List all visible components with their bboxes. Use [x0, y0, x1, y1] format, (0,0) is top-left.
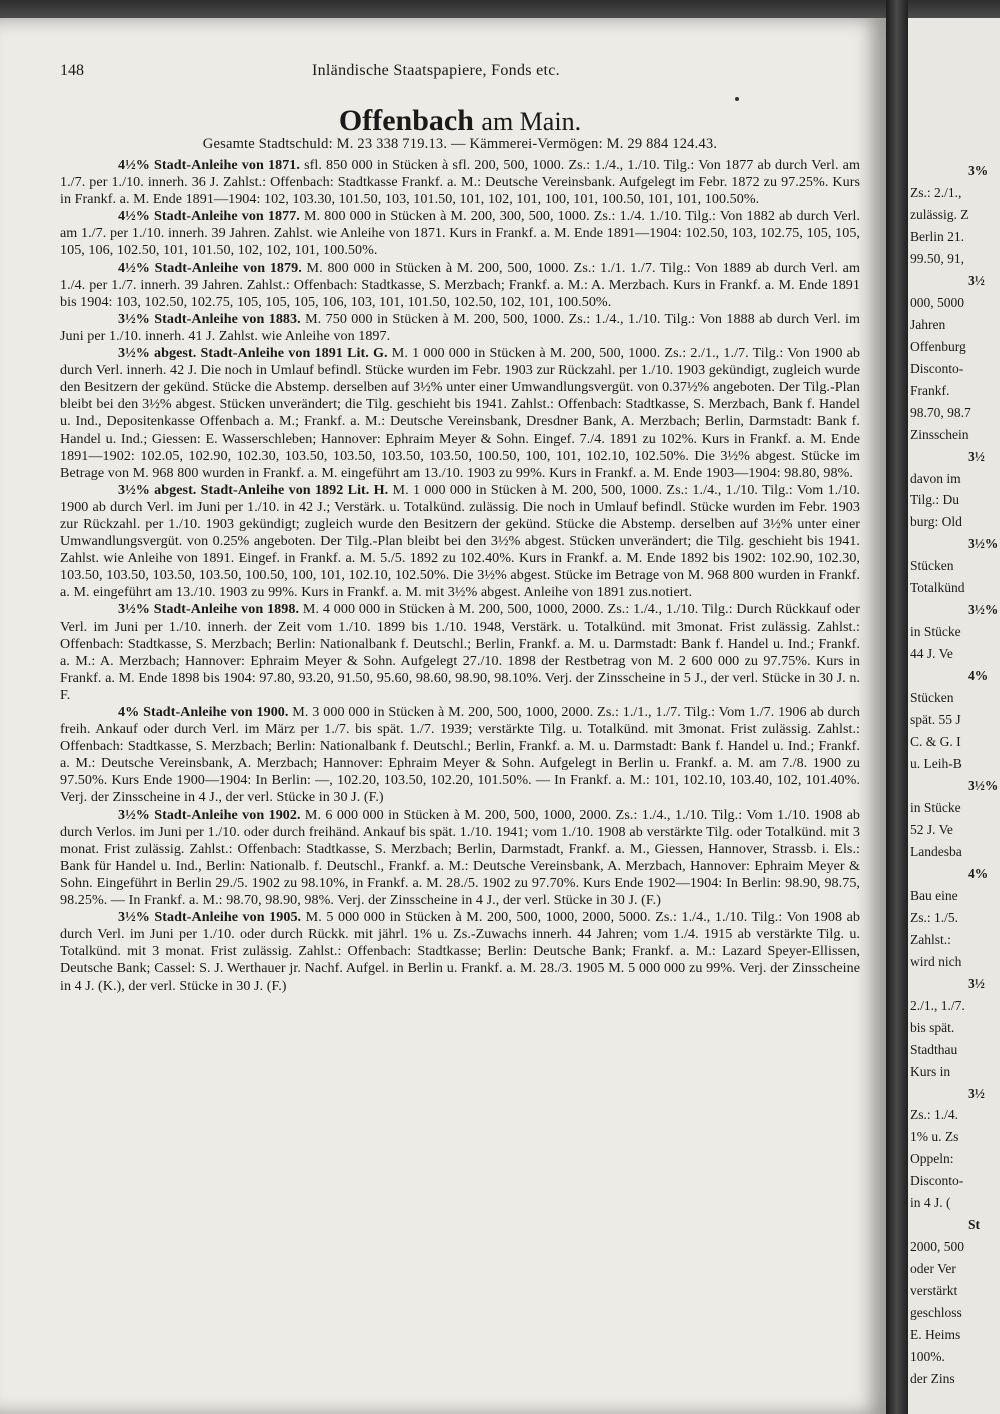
facing-page-line: Disconto- — [910, 1173, 964, 1189]
facing-page-line: oder Ver — [910, 1261, 956, 1277]
facing-page-fragment — [908, 18, 1000, 1414]
facing-page-line: Bau eine — [910, 887, 958, 903]
facing-page-line: 100%. — [910, 1349, 945, 1365]
city-name: Offenbach — [338, 104, 474, 137]
loan-entry — [60, 345, 860, 482]
facing-page-line: spät. 55 J — [910, 712, 961, 728]
loan-heading: 3½% Stadt-Anleihe von 1902. — [118, 806, 301, 823]
loan-details: M. 750 000 in Stücken à M. 200, 500, 1000. Zs.: 1./4., 1./10. Tilg.: Von 1888 ab durch Verl. im Juni per 1./10. innerh. 41 J. Zahlst. wie Anleihe von 1897. — [60, 310, 860, 344]
loan-details: M. 3 000 000 in Stücken à M. 200, 500, 1000, 2000. Zs.: 1./1., 1./7. Tilg.: Vom 1./7. 1906 ab durch freih. Ankauf oder durch Verl. im März per 1./7. bis spät. 1./7. 1939; verstärkte Tilg. u. Totalkünd. mit 3monat. Frist zulässig. Zahlst.: Offenbach: Stadtkasse, S. Merzbach; Berlin: Nationalbank f. Deutschl.; Berlin, Frankf. a. M. u. Darmstadt: Bank f. Handel u. Ind.; Frankf. a. M.: Deutsche Vereinsbank, A. Merzbach; Hannover: Ephraim Meyer & Sohn. Aufgelegt in Berlin u. Frankf. a. M. am 7./8. 1900 zu 97.50%. Kurs Ende 1900—1904: In Berlin: —, 102.20, 103.50, 102.20, 101.50%. — In Frankf. a. M.: 101, 102.10, 103.40, 102, 101.40%. Verj. der Zinsscheine in 4 J., der verl. Stücke in 30 J. (F.) — [60, 704, 861, 806]
facing-page-line: 2000, 500 — [910, 1239, 964, 1255]
facing-page-line: Disconto- — [910, 360, 964, 376]
loan-heading: 4½% Stadt-Anleihe von 1871. — [118, 157, 300, 173]
city-suffix: am Main. — [481, 107, 582, 136]
facing-page-line: Offenburg — [910, 338, 966, 354]
loan-heading: 4½% Stadt-Anleihe von 1877. — [118, 208, 300, 225]
facing-page-line: 44 J. Ve — [910, 646, 953, 662]
facing-page-line: in 4 J. ( — [910, 1195, 951, 1211]
facing-page-line: Zs.: 2./1., — [910, 184, 962, 200]
facing-page-line: 4% — [968, 668, 989, 684]
loan-details: M. 1 000 000 in Stücken à M. 200, 500, 1000. Zs.: 1./4., 1./10. Tilg.: Vom 1./10. 1900 ab durch Verl. im Juni per 1./10. in 42 J.; Verstärk. u. Totalkünd. zulässig. Die noch in Umlauf befindl. Stücke wurden im Febr. 1903 zur Rückzahl. per 1./10. 1903 gekündigt; zugleich wurde den Besitzern der gekünd. Stücke die Abstemp. derselben auf 3½% unter einer Umwandlungsvergüt. von 0.25% angeboten. Der Tilg.-Plan bleibt bei den 3½% abgest. Stücken unverändert; die Tilg. geschieht bis 1941. Zahlst. wie Anleihe von 1891. Eingef. in Frankf. a. M. 5./5. 1892 zu 102.40%. Kurs in Frankf. a. M. Ende 1892 bis 1902: 102.90, 102.30, 103.50, 103.50, 103.50, 103.50, 100.50, 100, 101, 102.10, 102.50%. Die 3½% abgest. Stücke im Betrage von M. 968 800 wurden in Frankf. a. M. eingeführt am 13./10. 1903 zu 99%. Kurs in Frankf. a. M. mit 3½% abgest. Anleihe von 1891 zus.notiert. — [60, 481, 860, 601]
facing-page-line: verstärkt — [910, 1283, 958, 1299]
facing-page-line: E. Heims — [910, 1327, 961, 1343]
loan-entry — [60, 208, 860, 259]
facing-page-line: Frankf. — [910, 382, 950, 398]
loan-details: M. 4 000 000 in Stücken à M. 200, 500, 1000, 2000. Zs.: 1./4., 1./10. Tilg.: Durch Rückkauf oder Verl. im Juni per 1./10. innerh. der Zeit vom 1./10. 1899 bis 1./10. 1948, Verstärk. u. Totalkünd. mit 3monat. Frist zulässig. Zahlst.: Offenbach: Stadtkasse, S. Merzbach; Berlin: Nationalbank f. Deutschl.; Berlin, Frankf. a. M. u. Darmstadt: Bank f. Handel u. Ind.; Frankf. a. M.: A. Merzbach; Hannover: Ephraim Meyer & Sohn. Aufgelegt 27./10. 1898 der Restbetrag von M. 2 600 000 zu 97.75%. Kurs in Frankf. a. M. Ende 1898 bis 1904: 97.80, 93.20, 91.50, 95.60, 98.60, 98.90, 98.10%. Verj. der Zinsscheine in 5 J., der verl. Stücke in 30 J. n. F. — [60, 601, 860, 703]
section-title — [60, 104, 860, 138]
loan-heading: 3½% abgest. Stadt-Anleihe von 1891 Lit. G. — [118, 345, 388, 362]
facing-page-line: 3½% — [968, 536, 999, 552]
facing-page-line: 52 J. Ve — [910, 821, 953, 837]
book-gutter — [886, 0, 908, 1414]
loan-heading: 3½% Stadt-Anleihe von 1905. — [118, 909, 302, 926]
facing-page-line: 3½ — [968, 975, 985, 991]
facing-page-line: Zahlst.: — [910, 931, 951, 947]
facing-page-line: Tilg.: Du — [910, 492, 960, 508]
loan-entry — [60, 260, 860, 311]
facing-page-line: u. Leih-B — [910, 756, 962, 772]
loan-details: M. 5 000 000 in Stücken à M. 200, 500, 1000, 2000, 5000. Zs.: 1./4., 1./10. Tilg.: Von 1908 ab durch Verl. im Juni per 1./10. oder durch Rückk. mit jährl. 1% u. Zs.-Zuwachs innerh. 44 Jahren; vom 1./4. 1915 ab verstärkte Tilg. u. Totalkünd. mit 3 monat. Frist zulässig. Zahlst.: Offenbach: Stadtkasse; Berlin: Deutsche Bank; Frankf. a. M.: Lazard Speyer-Ellissen, Deutsche Bank; Cassel: S. J. Werthauer jr. Nachf. Aufgel. in Berlin u. Frankf. a. M. 28./3. 1905 M. 5 000 000 zu 99%. Verj. der Zinsscheine in 4 J. (K.), der verl. Stücke in 30 J. (F.) — [60, 909, 860, 994]
facing-page-line: Stadthau — [910, 1041, 958, 1057]
facing-page-line: 2./1., 1./7. — [910, 997, 965, 1013]
facing-page-line: 3½% — [968, 602, 999, 618]
page-number: 148 — [60, 62, 84, 79]
facing-page-line: davon im — [910, 470, 961, 486]
facing-page-line: 3½ — [968, 272, 985, 288]
facing-page-line: Jahren — [910, 316, 946, 332]
loan-details: M. 1 000 000 in Stücken à M. 200, 500, 1000. Zs.: 2./1., 1./7. Tilg.: Von 1900 ab durch Verl. innerh. 42 J. Die noch in Umlauf befindl. Stücke wurden im Febr. 1903 zur Rückzahl. per 1./10. 1903 gekündigt, zugleich wurde den Besitzern der gekünd. Stücke die Abstemp. derselben auf 3½% unter einer Umwandlungsvergüt. von 0.37½% angeboten. Der Tilg.-Plan bleibt bei den 3½% abgest. Stücken unverändert; die Tilg. geschieht bis 1941. Zahlst.: Offenbach: Stadtkasse, S. Merzbach, Bank f. Handel u. Ind., Depositenkasse Offenbach a. M.; Frankf. a. M.: Deutsche Vereinsbank, Dresdner Bank, A. Merzbach; Berlin, Darmstadt: Bank f. Handel u. Ind.; Giessen: E. Wasserschleben; Hannover: Ephraim Meyer & Sohn. Eingef. 7./4. 1891 zu 102%. Kurs in Frankf. a. M. Ende 1891—1902: 102.05, 102.90, 102.30, 103.50, 103.50, 103.50, 103.50, 100.50, 100, 101, 102.10, 102.50%. Die 3½% abgest. Stücke im Betrage von M. 968 800 wurden in Frankf. a. M. eingeführt am 13./10. 1903 zu 99%. Kurs in Frankf. a. M. Ende 1903—1904: 98.80, 98%. — [60, 345, 861, 481]
facing-page-line: C. & G. I — [910, 734, 961, 750]
facing-page-line: Zinsschein — [910, 426, 969, 442]
loan-entry — [60, 807, 860, 910]
facing-page-line: zulässig. Z — [910, 206, 969, 222]
facing-page-line: 3½ — [968, 448, 985, 464]
facing-page-line: Landesba — [910, 843, 962, 859]
loan-details: sfl. 850 000 in Stücken à sfl. 200, 500, 1000. Zs.: 1./4., 1./10. Tilg.: Von 1877 ab durch Verl. am 1./7. per 1./10. innerh. 36 J. Zahlst.: Offenbach: Stadtkasse Frankf. a. M.: Deutsche Vereinsbank. Aufgelegt im Febr. 1872 zu 97.25%. Kurs in Frankf. a. M. Ende 1891—1904: 102, 103.30, 101.50, 103, 101.50, 101, 102, 101, 100, 101, 100.50, 101, 101, 100.50%. — [60, 157, 860, 208]
facing-page-line: Zs.: 1./5. — [910, 909, 959, 925]
loan-entry — [60, 311, 860, 345]
loan-details: M. 6 000 000 in Stücken à M. 200, 500, 1000, 2000. Zs.: 1./4., 1./10. Tilg.: Vom 1./10. 1908 ab durch Verlos. im Juni per 1./10. oder durch freihänd. Ankauf bis spät. 1./10. 1941; vom 1./10. 1908 ab verstärkte Tilg. oder Totalkünd. mit 3 monat. Frist zulässig. Zahlst.: Offenbach: Stadtkasse, S. Merzbach; Berlin, Darmstadt, Frankf. a. M., Giessen, Hannover, Strassb. i. Els.: Bank für Handel u. Ind., Berlin: Nationalb. f. Deutschl., Frankf. a. M.: Deutsche Vereinsbank, A. Merzbach, Hannover: Ephraim Meyer & Sohn. Eingeführt in Berlin 29./5. 1902 zu 98.10%, in Frankf. a. M. 28./5. 1902 zu 97.70%. Kurs Ende 1902—1904: In Berlin: 98.90, 98.75, 98.25%. — In Frankf. a. M.: 98.70, 98.90, 98%. Verj. der Zinsscheine in 4 J., der verl. Stücke in 30 J. (F.) — [60, 806, 860, 909]
loan-heading: 3½% abgest. Stadt-Anleihe von 1892 Lit. H. — [118, 481, 389, 498]
facing-page-line: 000, 5000 — [910, 294, 964, 310]
running-head — [60, 62, 860, 86]
loan-details: M. 800 000 in Stücken à M. 200, 500, 1000. Zs.: 1./1. 1./7. Tilg.: Von 1889 ab durch Verl. am 1./4. per 1./7. innerh. 39 Jahren. Zahlst.: Offenbach: Stadtkasse, S. Merzbach; Frankf. a. M.: A. Merzbach. Kurs in Frankf. a. M. Ende 1891 bis 1904: 103, 102.50, 102.75, 105, 105, 105, 106, 103, 101, 101.50, 102.50, 102, 101, 100.50%. — [60, 259, 860, 310]
loan-heading: 3½% Stadt-Anleihe von 1898. — [118, 601, 300, 618]
facing-page-line: St — [968, 1217, 981, 1233]
facing-page-line: 4% — [968, 865, 989, 881]
loan-heading: 3½% Stadt-Anleihe von 1883. — [118, 310, 301, 327]
facing-page-line: Zs.: 1./4. — [910, 1107, 959, 1123]
running-head-title: Inländische Staatspapiere, Fonds etc. — [312, 62, 560, 79]
facing-page-line: 98.70, 98.7 — [910, 404, 971, 420]
facing-page-line: bis spät. — [910, 1019, 955, 1035]
loan-entry — [60, 704, 860, 807]
facing-page-line: Kurs in — [910, 1063, 951, 1079]
facing-page-line: in Stücke — [910, 799, 961, 815]
loan-heading: 4% Stadt-Anleihe von 1900. — [118, 704, 289, 720]
loan-entry — [60, 601, 860, 704]
facing-page-line: geschloss — [910, 1305, 962, 1321]
facing-page-line: Oppeln: — [910, 1151, 954, 1167]
facing-page-line: 3½% — [968, 778, 999, 793]
loan-heading: 4½% Stadt-Anleihe von 1879. — [118, 259, 302, 276]
debt-summary: Gesamte Stadtschuld: M. 23 338 719.13. — Kämmerei-Vermögen: M. 29 884 124.43. — [202, 136, 718, 152]
loan-entry — [60, 157, 860, 208]
facing-page-line: 99.50, 91, — [910, 250, 964, 266]
loan-entry — [60, 482, 860, 602]
loan-details: M. 800 000 in Stücken à M. 200, 300, 500, 1000. Zs.: 1./4. 1./10. Tilg.: Von 1882 ab durch Verl. am 1./7. per 1./10. innerh. 39 Jahren. Zahlst. wie Anleihe von 1871. Kurs in Frankf. a. M. Ende 1891—1904: 102.50, 103, 102.75, 105, 105, 105, 106, 102.50, 101, 101.50, 102, 102, 101, 100.50%. — [60, 208, 861, 259]
print-speck — [735, 97, 739, 101]
facing-page-line: 1% u. Zs — [910, 1129, 959, 1145]
facing-page-line: Stücken — [910, 690, 954, 706]
facing-page-line: in Stücke — [910, 624, 961, 640]
facing-page-line: burg: Old — [910, 514, 962, 530]
facing-page-line: Stücken — [910, 558, 954, 574]
facing-page-line: der Zins — [910, 1371, 955, 1387]
facing-page-line: wird nich — [910, 953, 962, 969]
loan-entry — [60, 909, 860, 994]
loan-list — [60, 157, 860, 995]
facing-page-line: Berlin 21. — [910, 228, 964, 244]
facing-page-line: Totalkünd — [910, 580, 965, 596]
facing-page-line: 3% — [968, 163, 989, 178]
facing-page-line: 3½ — [968, 1085, 985, 1101]
